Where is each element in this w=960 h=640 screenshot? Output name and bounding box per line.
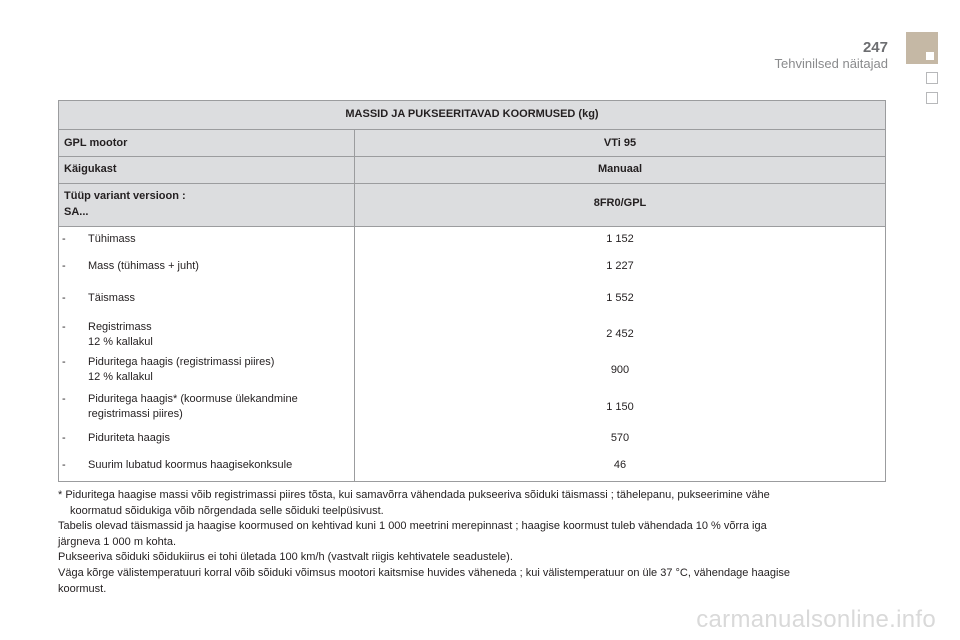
footnote-line1: * Piduritega haagise massi võib registrimassi piires tõsta, kui samavõrra vähendada pukseeriva sõiduki täismassi ; tähelepanu, pukseerimine vähe <box>58 489 770 501</box>
engine-label: GPL mootor <box>64 137 128 149</box>
table-grid <box>58 100 886 482</box>
row-label: Piduriteta haagis <box>88 432 170 444</box>
note-paragraph-3-line1: Väga kõrge välistemperatuuri korral võib sõiduki võimsus mootori kaitsmise huvides väheneda ; kui välistemperatuur on üle 37 °C, vähendage haagise <box>58 566 791 579</box>
note-paragraph-3-line2: koormust. <box>58 582 107 595</box>
row-label-detail: registrimassi piires) <box>88 408 183 420</box>
row-label: Mass (tühimass + juht) <box>88 260 199 272</box>
type-label-line2: SA... <box>64 206 89 218</box>
engine-value: VTi 95 <box>603 137 637 149</box>
row-label: Täismass <box>88 292 136 304</box>
row-value: 570 <box>610 432 630 444</box>
type-label-line1: Tüüp variant versioon : <box>64 190 186 202</box>
row-label: Tühimass <box>88 233 136 245</box>
row-value: 1 152 <box>606 233 634 245</box>
row-label: Piduritega haagis (registrimassi piires) <box>88 356 275 368</box>
type-value: 8FR0/GPL <box>593 197 647 209</box>
note-paragraph-2: Pukseeriva sõiduki sõidukiirus ei tohi ületada 100 km/h (vastvalt riigis kehtivatele seadustele). <box>58 551 513 564</box>
row-label-detail: 12 % kallakul <box>88 371 153 383</box>
row-value: 2 452 <box>606 328 634 340</box>
row-value: 900 <box>610 364 630 376</box>
row-value: 1 227 <box>606 260 634 272</box>
row-label: Piduritega haagis* (koormuse ülekandmine <box>88 393 298 405</box>
footnote-line2: koormatud sõidukiga võib nõrgendada selle sõiduki teelpüsivust. <box>70 504 384 517</box>
row-value: 1 150 <box>606 401 634 413</box>
section-title: Tehvinilsed näitajad <box>774 56 888 71</box>
row-label: Suurim lubatud koormus haagisekonksule <box>88 459 293 471</box>
note-paragraph-1-line2: järgneva 1 000 m kohta. <box>58 535 177 548</box>
page-number: 247 <box>862 39 888 56</box>
side-box-icon <box>926 92 938 104</box>
row-value: 1 552 <box>606 292 634 304</box>
notes-section <box>58 488 888 597</box>
tab-mark-icon <box>926 52 934 60</box>
row-label-detail: 12 % kallakul <box>88 336 153 348</box>
row-label: Registrimass <box>88 321 152 333</box>
gearbox-value: Manuaal <box>597 163 642 175</box>
side-box-icon <box>926 72 938 84</box>
watermark: carmanualsonline.info <box>696 606 936 633</box>
table-title: MASSID JA PUKSEERITAVAD KOORMUSED (kg) <box>345 108 599 120</box>
row-value: 46 <box>613 459 627 471</box>
mass-table: MASSID JA PUKSEERITAVAD KOORMUSED (kg) GPL mootor VTi 95 Käigukast Manuaal Tüüp variant versioon : SA... 8FR0/GPL - Tühimass 1 152 - Mass (tühimass + juht) 1 227 - Täismass 1 552 - Registrimass 12 % kallakul 2 452 - Piduritega haagis (registrimassi piires) 12 % kallakul 900 - Piduritega haagis* (koormuse ülekandmine registrimassi piires) 1 150 - Piduriteta haagis 570 - Suurim lubatud koormus haagisekonksule 46 <box>58 100 886 482</box>
gearbox-label: Käigukast <box>64 163 117 175</box>
section-tab <box>906 32 938 64</box>
note-paragraph-1-line1: Tabelis olevad täismassid ja haagise koormused on kehtivad kuni 1 000 meetrini merepinnast ; haagise koormust tuleb vähendada 10 % võrra iga <box>58 520 767 533</box>
